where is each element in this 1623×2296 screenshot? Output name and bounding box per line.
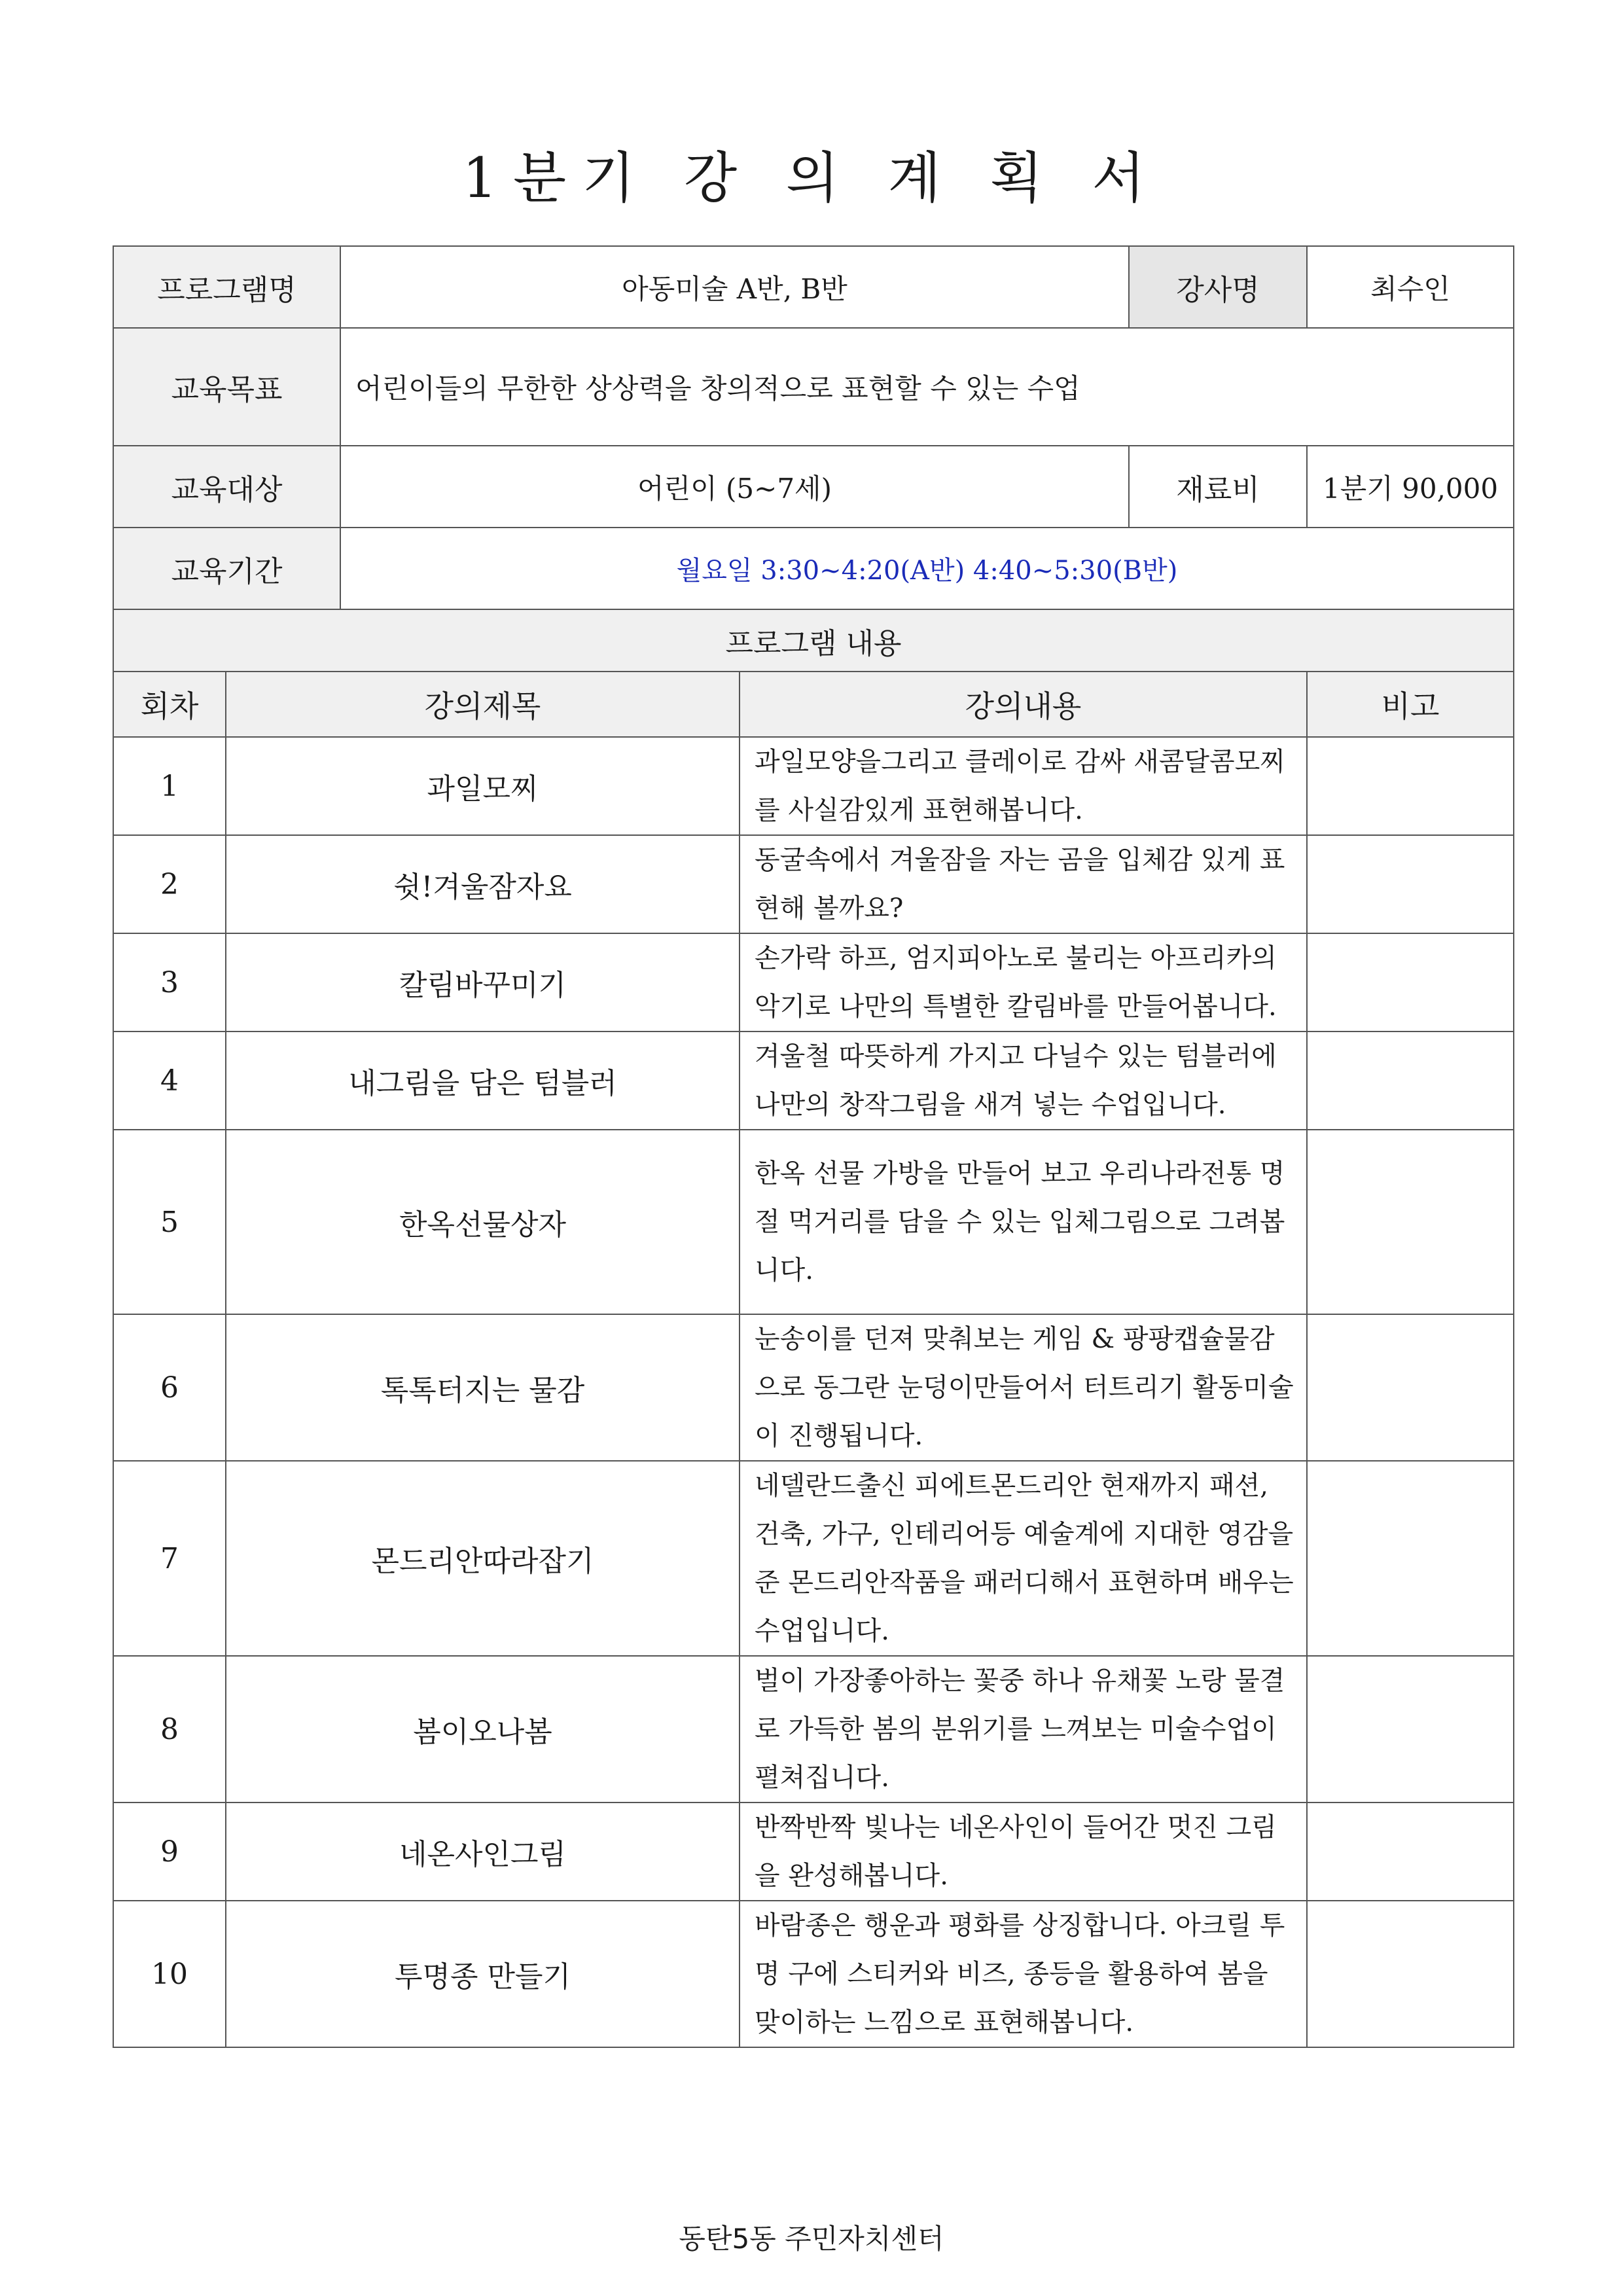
lesson-content: 눈송이를 던져 맞춰보는 게임 & 팡팡캡슐물감으로 동그란 눈덩이만들어서 터트리기 활동미술이 진행됩니다.: [740, 1314, 1307, 1461]
col-no: 회차: [113, 672, 226, 737]
table-row: [113, 737, 1514, 835]
lesson-no: 5: [113, 1130, 226, 1314]
lesson-no: 3: [113, 933, 226, 1031]
lesson-title: 네온사인그림: [226, 1803, 740, 1901]
fee-value: 1분기 90,000: [1307, 446, 1514, 528]
lesson-content: 바람종은 행운과 평화를 상징합니다. 아크릴 투명 구에 스티커와 비즈, 종등을 활용하여 봄을 맞이하는 느낌으로 표현해봅니다.: [740, 1901, 1307, 2047]
period-value: 월요일 3:30~4:20(A반) 4:40~5:30(B반): [340, 528, 1514, 609]
target-row: [113, 446, 1514, 528]
lesson-content: 동굴속에서 겨울잠을 자는 곰을 입체감 있게 표현해 볼까요?: [740, 835, 1307, 933]
table-row: [113, 835, 1514, 933]
page-title: 1분기 강 의 계 획 서: [462, 146, 1161, 210]
lesson-no: 8: [113, 1656, 226, 1803]
table-row: [113, 1314, 1514, 1461]
period-label: 교육기간: [113, 528, 340, 609]
lesson-no: 2: [113, 835, 226, 933]
table-row: [113, 1130, 1514, 1314]
lesson-title: 쉿!겨울잠자요: [226, 835, 740, 933]
col-title: 강의제목: [226, 672, 740, 737]
lesson-no: 7: [113, 1461, 226, 1656]
lesson-content: 한옥 선물 가방을 만들어 보고 우리나라전통 명절 먹거리를 담을 수 있는 입체그림으로 그려봅니다.: [740, 1130, 1307, 1314]
lesson-note: [1307, 1314, 1514, 1461]
column-header-row: [113, 672, 1514, 737]
lesson-content: 과일모양을그리고 클레이로 감싸 새콤달콤모찌를 사실감있게 표현해봅니다.: [740, 737, 1307, 835]
lesson-content: 벌이 가장좋아하는 꽃중 하나 유채꽃 노랑 물결로 가득한 봄의 분위기를 느껴보는 미술수업이 펼쳐집니다.: [740, 1656, 1307, 1803]
lesson-title: 몬드리안따라잡기: [226, 1461, 740, 1656]
lesson-title: 톡톡터지는 물감: [226, 1314, 740, 1461]
target-value: 어린이 (5~7세): [340, 446, 1129, 528]
lesson-title: 투명종 만들기: [226, 1901, 740, 2047]
lesson-title: 칼림바꾸미기: [226, 933, 740, 1031]
table-row: [113, 933, 1514, 1031]
lesson-no: 6: [113, 1314, 226, 1461]
footer-organization: 동탄5동 주민자치센터: [679, 2223, 944, 2255]
instructor-value: 최수인: [1307, 246, 1514, 328]
lesson-note: [1307, 1901, 1514, 2047]
lesson-note: [1307, 933, 1514, 1031]
content-header: 프로그램 내용: [113, 609, 1514, 672]
fee-label: 재료비: [1129, 446, 1307, 528]
target-label: 교육대상: [113, 446, 340, 528]
lesson-no: 1: [113, 737, 226, 835]
instructor-label: 강사명: [1129, 246, 1307, 328]
lesson-title: 내그림을 담은 텀블러: [226, 1031, 740, 1130]
col-content: 강의내용: [740, 672, 1307, 737]
lesson-content: 반짝반짝 빛나는 네온사인이 들어간 멋진 그림을 완성해봅니다.: [740, 1803, 1307, 1901]
goal-row: [113, 328, 1514, 446]
table-row: [113, 1901, 1514, 2047]
lesson-note: [1307, 1803, 1514, 1901]
lesson-no: 4: [113, 1031, 226, 1130]
program-label: 프로그램명: [113, 246, 340, 328]
col-note: 비고: [1307, 672, 1514, 737]
lesson-note: [1307, 1130, 1514, 1314]
lesson-note: [1307, 835, 1514, 933]
table-row: [113, 1461, 1514, 1656]
lesson-note: [1307, 737, 1514, 835]
lesson-content: 네델란드출신 피에트몬드리안 현재까지 패션, 건축, 가구, 인테리어등 예술계에 지대한 영감을 준 몬드리안작품을 패러디해서 표현하며 배우는수업입니다.: [740, 1461, 1307, 1656]
lesson-no: 9: [113, 1803, 226, 1901]
lesson-content: 손가락 하프, 엄지피아노로 불리는 아프리카의 악기로 나만의 특별한 칼림바를 만들어봅니다.: [740, 933, 1307, 1031]
goal-label: 교육목표: [113, 328, 340, 446]
goal-value: 어린이들의 무한한 상상력을 창의적으로 표현할 수 있는 수업: [340, 328, 1514, 446]
lesson-title: 봄이오나봄: [226, 1656, 740, 1803]
lesson-content: 겨울철 따뜻하게 가지고 다닐수 있는 텀블러에 나만의 창작그림을 새겨 넣는 수업입니다.: [740, 1031, 1307, 1130]
period-row: [113, 528, 1514, 609]
program-row: [113, 246, 1514, 328]
program-value: 아동미술 A반, B반: [340, 246, 1129, 328]
lecture-plan-table: [113, 245, 1514, 2048]
lesson-note: [1307, 1461, 1514, 1656]
lesson-no: 10: [113, 1901, 226, 2047]
table-row: [113, 1656, 1514, 1803]
lesson-title: 과일모찌: [226, 737, 740, 835]
content-header-row: [113, 609, 1514, 672]
table-row: [113, 1031, 1514, 1130]
table-row: [113, 1803, 1514, 1901]
lesson-note: [1307, 1031, 1514, 1130]
lesson-note: [1307, 1656, 1514, 1803]
lesson-title: 한옥선물상자: [226, 1130, 740, 1314]
